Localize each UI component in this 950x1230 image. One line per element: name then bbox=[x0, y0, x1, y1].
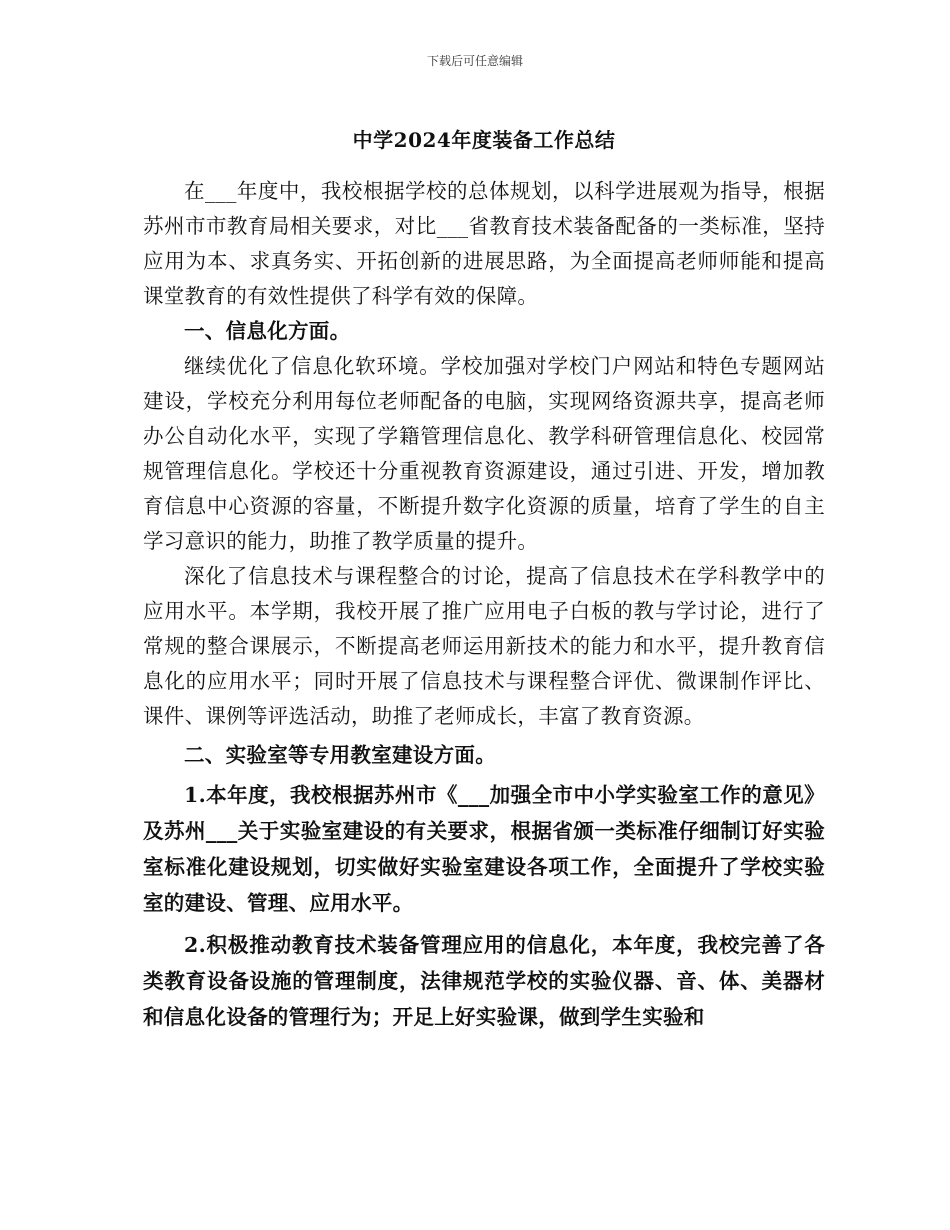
section1-paragraph-2: 深化了信息技术与课程整合的讨论，提高了信息技术在学科教学中的应用水平。本学期，我校开展了推广应用电子白板的教与学讨论，进行了常规的整合课展示，不断提高老师运用新技术的能力和水平，提升教育信息化的应用水平；同时开展了信息技术与课程整合评优、微课制作评比、课件、课例等评选活动，助推了老师成长，丰富了教育资源。 bbox=[143, 564, 825, 728]
document-title: 中学2024年度装备工作总结 bbox=[352, 128, 616, 152]
section-heading-laboratory: 二、实验室等专用教室建设方面。 bbox=[184, 743, 496, 767]
section2-paragraph-2: 2.积极推动教育技术装备管理应用的信息化，本年度，我校完善了各类教育设备设施的管理制度，法律规范学校的实验仪器、音、体、美器材和信息化设备的管理行为；开足上好实验课，做到学生实验和 bbox=[143, 933, 825, 1029]
section1-paragraph-1: 继续优化了信息化软环境。学校加强对学校门户网站和特色专题网站建设，学校充分利用每位老师配备的电脑，实现网络资源共享，提高老师办公自动化水平，实现了学籍管理信息化、教学科研管理信息化、校园常规管理信息化。学校还十分重视教育资源建设，通过引进、开发，增加教育信息中心资源的容量，不断提升数字化资源的质量，培育了学生的自主学习意识的能力，助推了教学质量的提升。 bbox=[143, 354, 825, 553]
intro-paragraph: 在___年度中，我校根据学校的总体规划，以科学进展观为指导，根据苏州市市教育局相关要求，对比___省教育技术装备配备的一类标准，坚持应用为本、求真务实、开拓创新的进展思路，为全面提高老师师能和提高课堂教育的有效性提供了科学有效的保障。 bbox=[143, 179, 825, 308]
section-heading-informatization: 一、信息化方面。 bbox=[184, 319, 351, 343]
section2-paragraph-1: 1.本年度，我校根据苏州市《___加强全市中小学实验室工作的意见》及苏州___关于实验室建设的有关要求，根据省颁一类标准仔细制订好实验室标准化建设规划，切实做好实验室建设各项工作，全面提升了学校实验室的建设、管理、应用水平。 bbox=[143, 783, 825, 915]
document-body bbox=[143, 120, 825, 1035]
page-header-note: 下载后可任意编辑 bbox=[426, 54, 523, 68]
